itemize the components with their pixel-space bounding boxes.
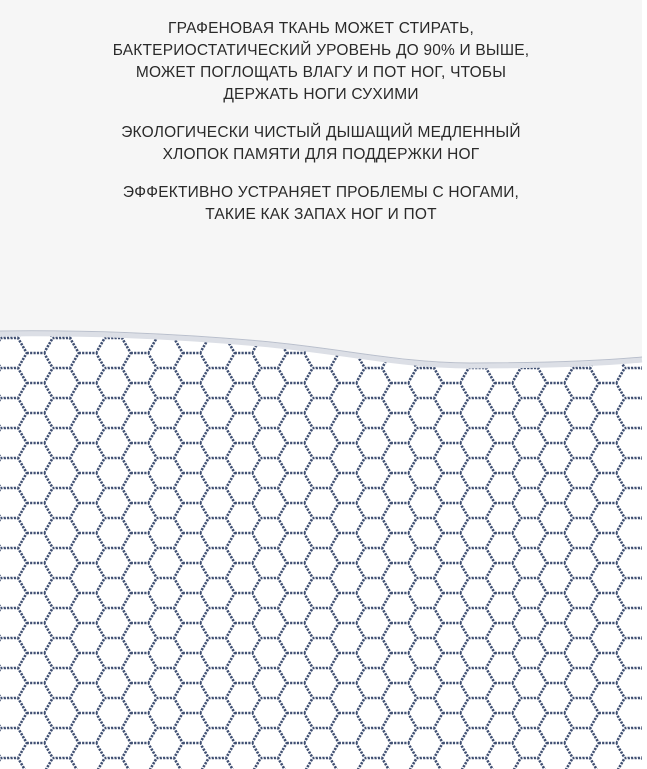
feature-1-line-4: ДЕРЖАТЬ НОГИ СУХИМИ (223, 86, 419, 103)
feature-2-line-1: ЭКОЛОГИЧЕСКИ ЧИСТЫЙ ДЫШАЩИЙ МЕДЛЕННЫЙ (121, 124, 521, 141)
feature-2-line-2: ХЛОПОК ПАМЯТИ ДЛЯ ПОДДЕРЖКИ НОГ (162, 146, 480, 163)
feature-3-line-2: ТАКИЕ КАК ЗАПАХ НОГ И ПОТ (205, 206, 437, 223)
feature-1-line-3: МОЖЕТ ПОГЛОЩАТЬ ВЛАГУ И ПОТ НОГ, ЧТОБЫ (135, 64, 507, 81)
feature-text-block (0, 18, 642, 242)
feature-paragraph-2 (0, 122, 642, 166)
feature-1-line-1: ГРАФЕНОВАЯ ТКАНЬ МОЖЕТ СТИРАТЬ, (168, 20, 474, 37)
feature-paragraph-1 (0, 18, 642, 106)
feature-paragraph-3 (0, 182, 642, 226)
feature-1-line-2: БАКТЕРИОСТАТИЧЕСКИЙ УРОВЕНЬ ДО 90% И ВЫШЕ, (112, 42, 530, 59)
feature-3-line-1: ЭФФЕКТИВНО УСТРАНЯЕТ ПРОБЛЕМЫ С НОГАМИ, (122, 184, 520, 201)
mesh-region (0, 320, 642, 769)
